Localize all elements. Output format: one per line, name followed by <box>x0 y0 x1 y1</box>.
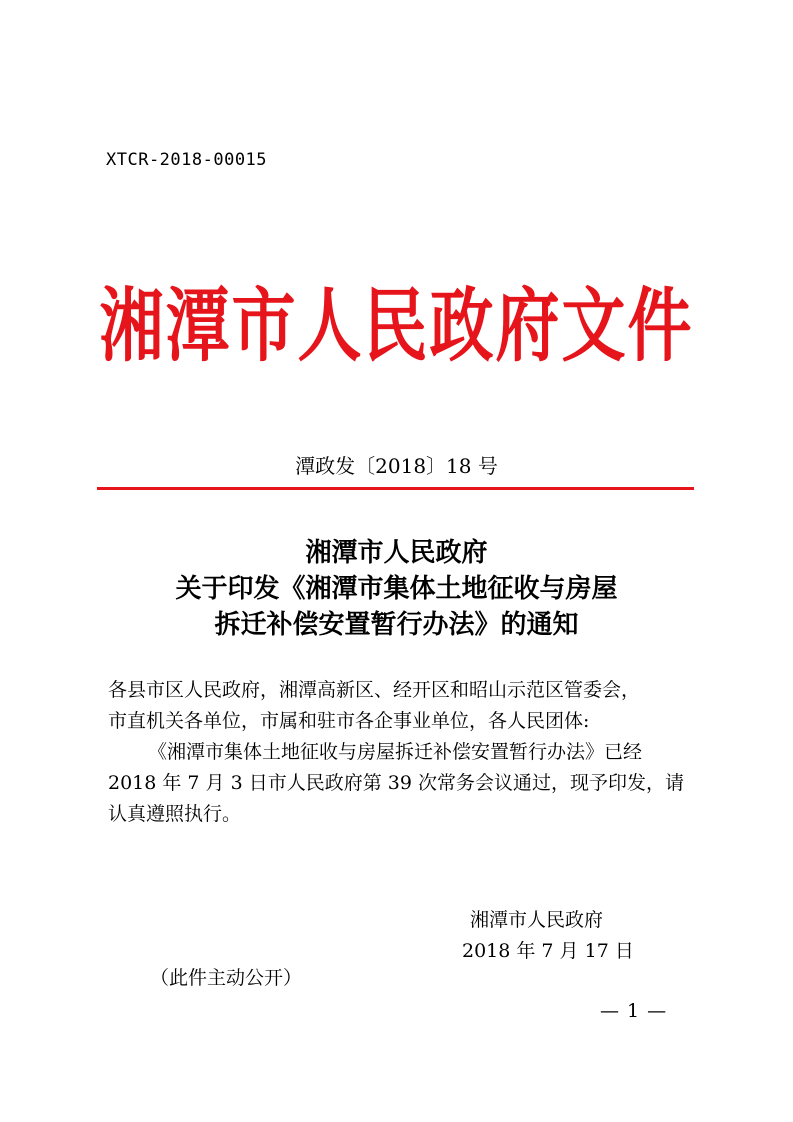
red-divider-line <box>97 487 694 490</box>
title-line-3: 拆迁补偿安置暂行办法》的通知 <box>214 610 579 640</box>
document-code: XTCR-2018-00015 <box>106 150 268 170</box>
paragraph-line-1: 《湘潭市集体土地征收与房屋拆迁补偿安置暂行办法》已经 <box>148 741 643 763</box>
signature-organization: 湘潭市人民政府 <box>470 909 604 931</box>
notice-body <box>108 675 698 830</box>
paragraph-line-2: 2018 年 7 月 3 日市人民政府第 39 次常务会议通过，现予印发，请 <box>108 772 684 794</box>
title-line-2: 关于印发《湘潭市集体土地征收与房屋 <box>175 574 618 604</box>
paragraph-line-3: 认真遵照执行。 <box>108 803 242 825</box>
document-number: 潭政发〔2018〕18 号 <box>295 454 498 478</box>
disclosure-note: （此件主动公开） <box>150 967 303 989</box>
recipients-line-2: 市直机关各单位，市属和驻市各企事业单位，各人民团体: <box>108 710 590 732</box>
masthead-title: 湘潭市人民政府文件 <box>99 280 694 374</box>
recipients-line-1: 各县市区人民政府，湘潭高新区、经开区和昭山示范区管委会， <box>108 679 641 701</box>
signature-date: 2018 年 7 月 17 日 <box>462 940 634 962</box>
title-line-1: 湘潭市人民政府 <box>305 538 488 568</box>
notice-title <box>0 535 793 643</box>
page-number: — 1 — <box>600 1000 668 1022</box>
